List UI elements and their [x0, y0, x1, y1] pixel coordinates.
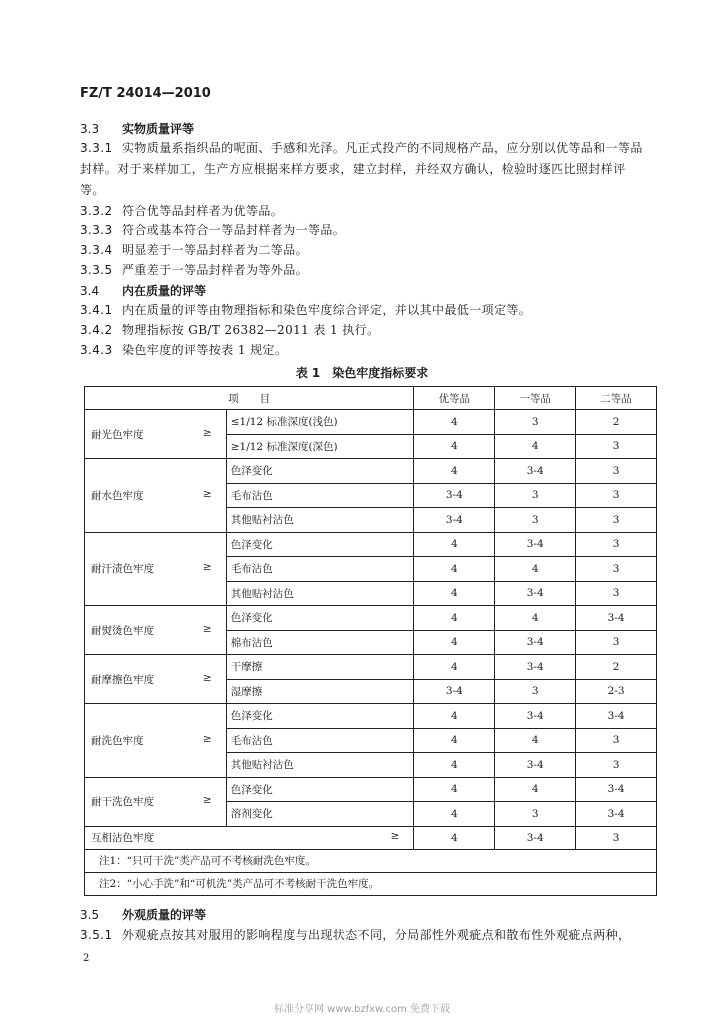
item-cell: 干摩擦 [226, 655, 414, 680]
section-text: 明显差于一等品封样者为二等品。 [122, 243, 309, 257]
value-cell: 4 [414, 557, 495, 582]
value-cell: 3-4 [414, 483, 495, 508]
category-cell [85, 655, 227, 704]
section-number: 3.3.1 [80, 141, 113, 155]
value-cell: 4 [414, 410, 495, 435]
section-number: 3.5.1 [80, 928, 113, 942]
value-cell: 4 [414, 606, 495, 631]
value-cell: 4 [414, 802, 495, 827]
item-cell: 色泽变化 [226, 606, 414, 631]
section-3-3-1 [80, 138, 650, 201]
value-cell: 3-4 [495, 826, 576, 849]
value-cell: 4 [495, 557, 576, 582]
section-3-3-2 [80, 201, 650, 222]
item-cell: 色泽变化 [226, 459, 414, 484]
value-cell: 3-4 [414, 508, 495, 533]
item-cell: 其他贴衬沾色 [226, 508, 414, 533]
value-cell: 3-4 [576, 777, 657, 802]
value-cell: 3 [495, 410, 576, 435]
category-cell [85, 777, 227, 826]
value-cell: 3 [576, 508, 657, 533]
value-cell: 3-4 [576, 704, 657, 729]
section-number: 3.4.2 [80, 323, 113, 337]
item-cell: 色泽变化 [226, 704, 414, 729]
section-title: 外观质量的评等 [122, 908, 207, 922]
table-row [85, 459, 657, 484]
value-cell: 2-3 [576, 679, 657, 704]
section-text: 符合优等品封样者为优等品。 [122, 204, 284, 218]
section-text: 染色牢度的评等按表 1 规定。 [122, 343, 288, 357]
category-name: 耐水色牢度 [91, 489, 144, 502]
category-name: 耐汗渍色牢度 [91, 563, 154, 576]
value-cell: 4 [414, 434, 495, 459]
category-name: 耐干洗色牢度 [91, 796, 154, 808]
category-name: 耐熨烫色牢度 [91, 624, 154, 637]
value-cell: 3 [576, 532, 657, 557]
section-number: 3.4 [80, 284, 100, 298]
section-text: 严重差于一等品封样者为等外品。 [122, 263, 309, 277]
category-name: 耐洗色牢度 [91, 734, 144, 747]
value-cell: 4 [414, 532, 495, 557]
table-body [85, 410, 657, 827]
section-text: 实物质量系指织品的呢面、手感和光泽。凡正式投产的不同规格产品，应分别以优等品和一等品封样。对于来样加工，生产方应根据来样方要求，建立封样，并经双方确认，检验时逐匹比照封样评等。 [80, 141, 643, 197]
value-cell: 3 [576, 826, 657, 849]
table-note: 注1：“只可干洗”类产品可不考核耐洗色牢度。 [85, 849, 657, 872]
value-cell: 3 [576, 459, 657, 484]
value-cell: 4 [414, 704, 495, 729]
table-row [85, 777, 657, 802]
table-title: 表 1 染色牢度指标要求 [295, 366, 429, 380]
category-cell [85, 410, 227, 459]
section-3-4-2 [80, 320, 650, 341]
section-3-4-3 [80, 340, 650, 361]
section-title: 实物质量评等 [122, 122, 195, 136]
category-cell [85, 606, 227, 655]
table-row [85, 655, 657, 680]
section-number: 3.3.5 [80, 263, 113, 277]
section-title: 内在质量的评等 [122, 284, 207, 298]
section-3-5-1 [80, 925, 660, 946]
category-cell [85, 704, 227, 778]
section-number: 3.3.4 [80, 243, 113, 257]
value-cell: 4 [495, 777, 576, 802]
value-cell: 3 [495, 679, 576, 704]
category-name: 耐光色牢度 [91, 428, 144, 441]
section-text: 符合或基本符合一等品封样者为一等品。 [122, 223, 346, 237]
section-number: 3.3.3 [80, 223, 113, 237]
value-cell: 4 [414, 753, 495, 778]
value-cell: 4 [495, 606, 576, 631]
section-number: 3.3.2 [80, 204, 113, 218]
table-note-row [85, 849, 657, 872]
value-cell: 3 [576, 630, 657, 655]
section-number: 3.4.3 [80, 343, 113, 357]
item-cell: 其他贴衬沾色 [226, 753, 414, 778]
colorfastness-table [84, 386, 657, 896]
item-cell: 毛布沾色 [226, 557, 414, 582]
value-cell: 3 [576, 728, 657, 753]
value-cell: 4 [414, 826, 495, 849]
value-cell: 3 [576, 434, 657, 459]
item-cell: 毛布沾色 [226, 483, 414, 508]
value-cell: 4 [414, 655, 495, 680]
value-cell: 2 [576, 655, 657, 680]
item-cell: 毛布沾色 [226, 728, 414, 753]
value-cell: 2 [576, 410, 657, 435]
value-cell: 3-4 [576, 802, 657, 827]
header-grade-superior: 优等品 [414, 387, 495, 410]
value-cell: 3-4 [576, 606, 657, 631]
header-grade-second: 二等品 [576, 387, 657, 410]
value-cell: 3 [495, 802, 576, 827]
item-cell: 湿摩擦 [226, 679, 414, 704]
header-item: 项 目 [85, 387, 414, 410]
table-header-row [85, 387, 657, 410]
value-cell: 3 [576, 557, 657, 582]
value-cell: 4 [414, 581, 495, 606]
value-cell: 3 [576, 753, 657, 778]
ge-symbol: ≥ [202, 426, 212, 439]
section-text: 物理指标按 GB/T 26382—2011 表 1 执行。 [122, 323, 380, 337]
standard-code: FZ/T 24014—2010 [80, 86, 211, 101]
section-text: 内在质量的评等由物理指标和染色牢度综合评定，并以其中最低一项定等。 [122, 303, 532, 317]
table-row-mutual-staining [85, 826, 657, 849]
value-cell: 4 [414, 630, 495, 655]
value-cell: 3-4 [495, 704, 576, 729]
ge-symbol: ≥ [390, 830, 400, 842]
value-cell: 4 [495, 728, 576, 753]
value-cell: 4 [414, 459, 495, 484]
section-3-3-4 [80, 240, 650, 261]
item-cell: ≥1/12 标准深度(深色) [226, 434, 414, 459]
ge-symbol: ≥ [202, 561, 212, 574]
value-cell: 3-4 [495, 655, 576, 680]
category-cell [85, 459, 227, 533]
section-3-4-heading [80, 281, 650, 302]
ge-symbol: ≥ [202, 487, 212, 500]
value-cell: 3 [495, 483, 576, 508]
value-cell: 3 [576, 483, 657, 508]
value-cell: 3-4 [495, 459, 576, 484]
table-row [85, 532, 657, 557]
section-3-5-heading [80, 905, 650, 926]
category-name: 耐摩擦色牢度 [91, 673, 154, 686]
item-cell: 其他贴衬沾色 [226, 581, 414, 606]
section-3-3-5 [80, 260, 650, 281]
table-row [85, 410, 657, 435]
item-cell: 溶剂变化 [226, 802, 414, 827]
value-cell: 4 [495, 434, 576, 459]
table-row [85, 606, 657, 631]
item-cell: 棉布沾色 [226, 630, 414, 655]
ge-symbol: ≥ [202, 732, 212, 745]
value-cell: 3-4 [495, 630, 576, 655]
page-number: 2 [83, 953, 90, 964]
category-cell [85, 532, 227, 606]
item-cell: 色泽变化 [226, 777, 414, 802]
item-cell: ≤1/12 标准深度(浅色) [226, 410, 414, 435]
section-number: 3.5 [80, 908, 100, 922]
table-row [85, 704, 657, 729]
header-grade-first: 一等品 [495, 387, 576, 410]
value-cell: 4 [414, 777, 495, 802]
section-3-3-3 [80, 220, 650, 241]
value-cell: 4 [414, 728, 495, 753]
value-cell: 3-4 [414, 679, 495, 704]
ge-symbol: ≥ [202, 671, 212, 684]
value-cell: 3 [576, 581, 657, 606]
ge-symbol: ≥ [202, 794, 212, 806]
section-number: 3.4.1 [80, 303, 113, 317]
item-name: 互相沾色牢度 [91, 832, 154, 844]
value-cell: 3 [495, 508, 576, 533]
item-cell: 色泽变化 [226, 532, 414, 557]
footer-watermark: 标准分享网 www.bzfxw.com 免费下载 [274, 1004, 450, 1015]
table-note: 注2：“小心手洗”和“可机洗”类产品可不考核耐干洗色牢度。 [85, 872, 657, 895]
section-number: 3.3 [80, 122, 100, 136]
section-text: 外观疵点按其对服用的影响程度与出现状态不同，分局部性外观疵点和散布性外观疵点两种， [122, 928, 631, 942]
value-cell: 3-4 [495, 532, 576, 557]
ge-symbol: ≥ [202, 622, 212, 635]
section-3-3-heading [80, 119, 650, 140]
item-cell [85, 826, 414, 849]
section-3-4-1 [80, 300, 650, 321]
value-cell: 3-4 [495, 753, 576, 778]
table-note-row [85, 872, 657, 895]
value-cell: 3-4 [495, 581, 576, 606]
